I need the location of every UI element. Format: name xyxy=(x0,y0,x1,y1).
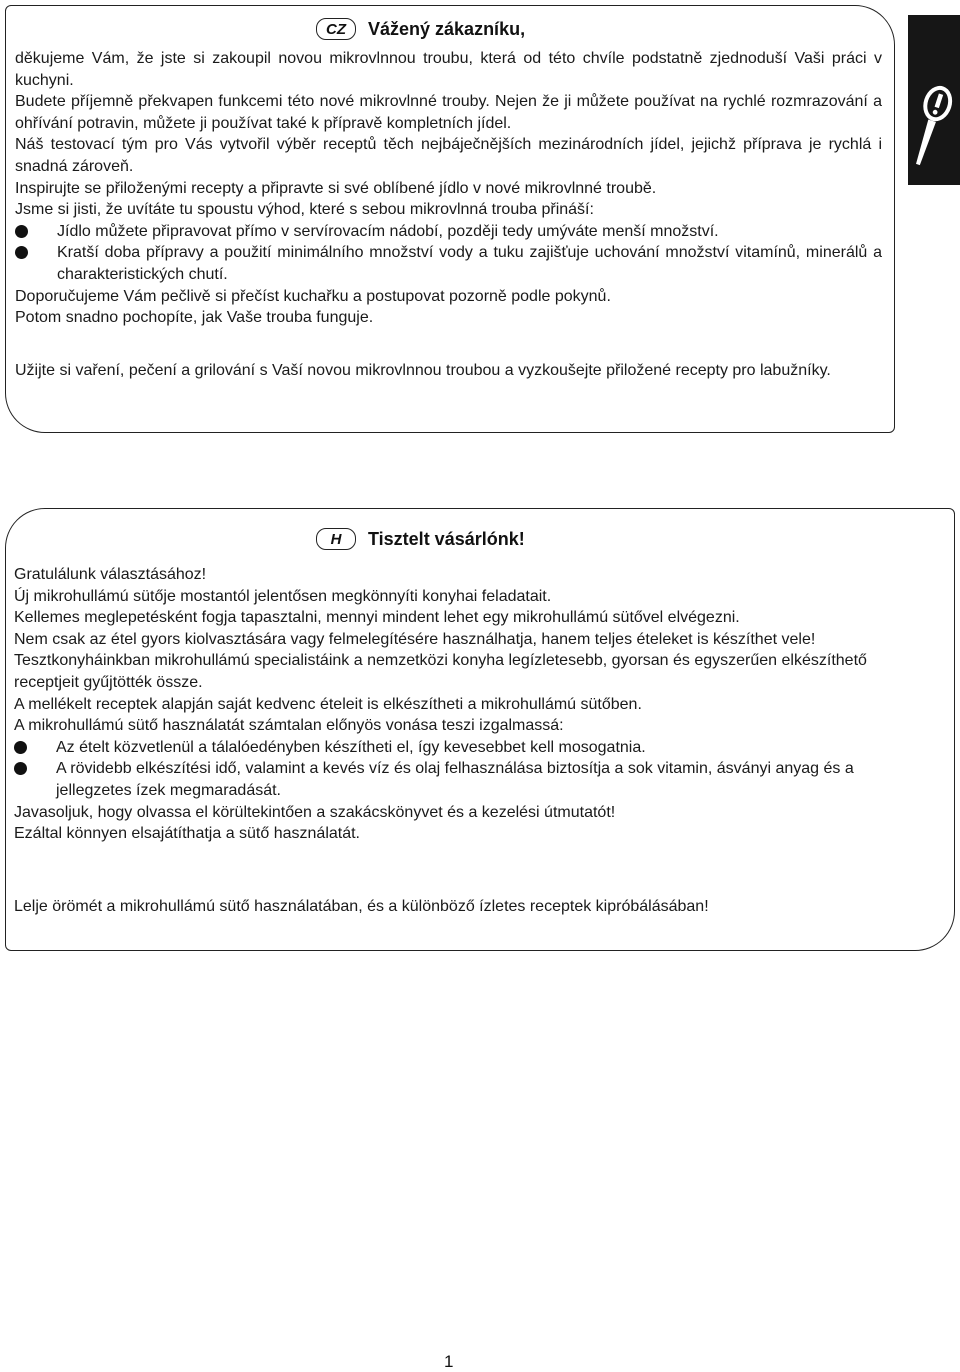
cz-paragraph-6: Doporučujeme Vám pečlivě si přečíst kuchařku a postupovat pozorně podle pokynů. xyxy=(15,287,611,305)
cz-heading xyxy=(316,18,525,40)
hu-closing-text: Lelje örömét a mikrohullámú sütő használatában, és a különböző ízletes receptek kipróbálásában! xyxy=(14,898,709,915)
hu-paragraph-6: A mellékelt receptek alapján saját kedvenc ételeit is elkészítheti a mikrohullámú sütőben. xyxy=(14,695,642,713)
cz-closing-text: Užijte si vaření, pečení a grilování s Vaší novou mikrovlnnou troubou a vyzkoušejte přiložené recepty pro labužníky. xyxy=(15,362,831,379)
side-tab xyxy=(908,15,960,185)
hu-paragraph-9: Ezáltal könnyen elsajátíthatja a sütő használatát. xyxy=(14,825,360,843)
cz-paragraph-5: Jsme si jisti, že uvítáte tu spoustu výhod, které s sebou mikrovlnná trouba přináší: xyxy=(15,201,594,219)
hu-heading xyxy=(316,528,525,550)
cz-paragraph-1: děkujeme Vám, že jste si zakoupil novou mikrovlnnou troubu, která od této chvíle podstatně zjednoduší Vaši práci v kuchyni. xyxy=(15,50,882,89)
hu-body xyxy=(14,564,882,845)
cz-body xyxy=(15,48,882,329)
page-number: 1 xyxy=(444,1352,454,1371)
cz-language-badge: CZ xyxy=(316,18,356,40)
cz-bullet-2: Kratší doba přípravy a použití minimálního množství vody a tuku zajišťuje uchování množství vitamínů, minerálů a charakteristických chutí. xyxy=(15,242,882,285)
hu-paragraph-7: A mikrohullámú sütő használatát számtalan előnyös vonása teszi izgalmassá: xyxy=(14,717,564,735)
hu-paragraph-3: Kellemes meglepetésként fogja tapasztalni, mennyi mindent lehet egy mikrohullámú sütővel elvégezni. xyxy=(14,609,740,627)
cz-bullet-1: Jídlo můžete připravovat přímo v servírovacím nádobí, později tedy umýváte menší množství. xyxy=(15,221,882,243)
cz-paragraph-4: Inspirujte se přiloženými recepty a připravte si své oblíbené jídlo v nové mikrovlnné troubě. xyxy=(15,179,657,197)
hu-paragraph-5: Tesztkonyháinkban mikrohullámú specialistáink a nemzetközi konyha legízletesebb, gyorsan és egyszerűen elkészíthető receptjeit gyűjtötték össze. xyxy=(14,652,867,691)
hu-paragraph-4: Nem csak az étel gyors kiolvasztására vagy felmelegítésére használhatja, hanem teljes ételeket is készíthet vele! xyxy=(14,630,816,648)
cz-paragraph-7: Potom snadno pochopíte, jak Vaše trouba funguje. xyxy=(15,309,374,327)
hu-language-badge: H xyxy=(316,528,356,550)
hu-bullet-1: Az ételt közvetlenül a tálalóedényben készítheti el, így kevesebbet kell mosogatnia. xyxy=(14,737,882,759)
hu-paragraph-8: Javasoljuk, hogy olvassa el körültekintően a szakácskönyvet és a kezelési útmutatót! xyxy=(14,803,616,821)
hu-closing xyxy=(14,896,882,918)
cz-title: Vážený zákazníku, xyxy=(368,18,526,39)
cz-paragraph-3: Náš testovací tým pro Vás vytvořil výběr receptů těch nejbáječnějších mezinárodních jídel, jejichž příprava je rychlá i snadná zároveň. xyxy=(15,136,882,175)
cz-closing xyxy=(15,360,882,382)
cz-paragraph-2: Budete příjemně překvapen funkcemi této nové mikrovlnné trouby. Nejen že ji můžete používat na rychlé rozmrazování a ohřívání potravin, můžete ji používat také k přípravě kompletních jídel. xyxy=(15,93,882,132)
magnifier-exclamation-icon xyxy=(908,75,960,175)
hu-bullet-2: A rövidebb elkészítési idő, valamint a kevés víz és olaj felhasználása biztosítja a sok vitamin, ásványi anyag és a jellegzetes ízek megmaradását. xyxy=(14,758,882,801)
hu-title: Tisztelt vásárlónk! xyxy=(368,528,525,549)
hu-paragraph-1: Gratulálunk választásához! xyxy=(14,566,207,583)
hu-paragraph-2: Új mikrohullámú sütője mostantól jelentősen megkönnyíti konyhai feladatait. xyxy=(14,587,552,605)
